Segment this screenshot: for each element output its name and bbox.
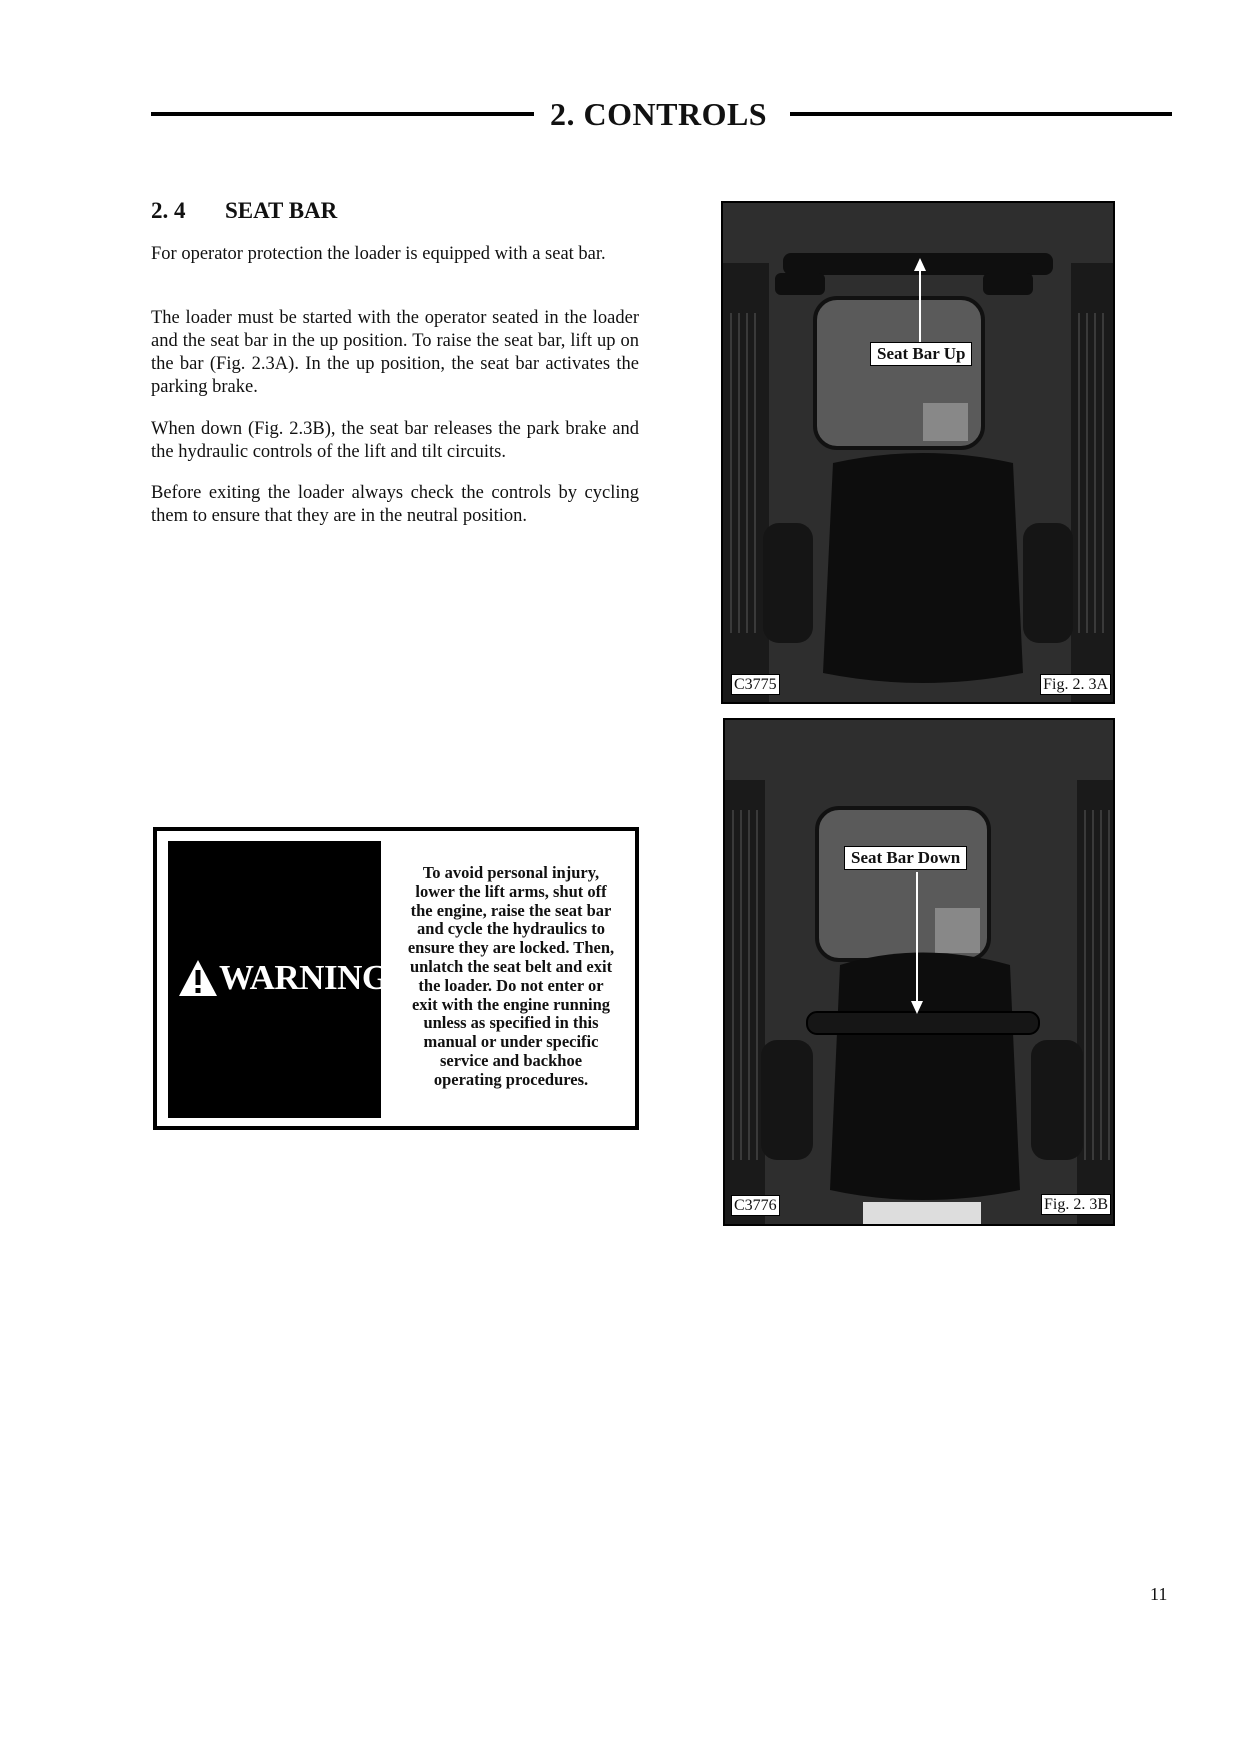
section-number: 2. 4	[151, 198, 186, 223]
warning-triangle-icon	[178, 959, 218, 997]
figure-caption: Fig. 2. 3A	[1040, 674, 1111, 695]
seat-bar-down-callout: Seat Bar Down	[844, 846, 967, 870]
header-rule-left	[151, 112, 534, 116]
seat-bar-up-callout: Seat Bar Up	[870, 342, 972, 366]
figure-2-3b-photo	[723, 718, 1115, 1226]
page-number: 11	[1150, 1584, 1168, 1604]
body-paragraph-2: The loader must be started with the operator seated in the loader and the seat bar in the up position. To raise the seat bar, lift up on the bar (Fig. 2.3A). In the up position, the seat bar activates the parking brake.	[151, 308, 639, 397]
warning-label: WARNING	[178, 958, 389, 998]
chapter-title: 2. CONTROLS	[550, 96, 768, 132]
figure-caption: Fig. 2. 3B	[1041, 1194, 1111, 1215]
body-paragraph-3: When down (Fig. 2.3B), the seat bar releases the park brake and the hydraulic controls of the lift and tilt circuits.	[151, 419, 639, 462]
warning-message: To avoid personal injury, lower the lift arms, shut off the engine, raise the seat bar and cycle the hydraulics to ensure they are locked. Then, unlatch the seat belt and exit the loader. Do not enter or exit with the engine running unless as specified in this manual or under specific service and backhoe operating procedures.	[407, 863, 615, 1089]
warning-signal-panel	[168, 841, 389, 1118]
header-rule-right	[790, 112, 1172, 116]
cab-interior-image	[723, 203, 1115, 704]
body-paragraph-4: Before exiting the loader always check the controls by cycling them to ensure that they are in the neutral position.	[151, 483, 639, 526]
photo-code: C3776	[731, 1195, 780, 1216]
body-paragraph-1: For operator protection the loader is equipped with a seat bar.	[151, 244, 606, 264]
photo-code: C3775	[731, 674, 780, 695]
cab-interior-image	[725, 720, 1115, 1226]
section-heading	[151, 198, 337, 224]
warning-box	[153, 827, 639, 1130]
figure-2-3a-photo	[721, 201, 1115, 704]
section-title: SEAT BAR	[225, 198, 338, 223]
